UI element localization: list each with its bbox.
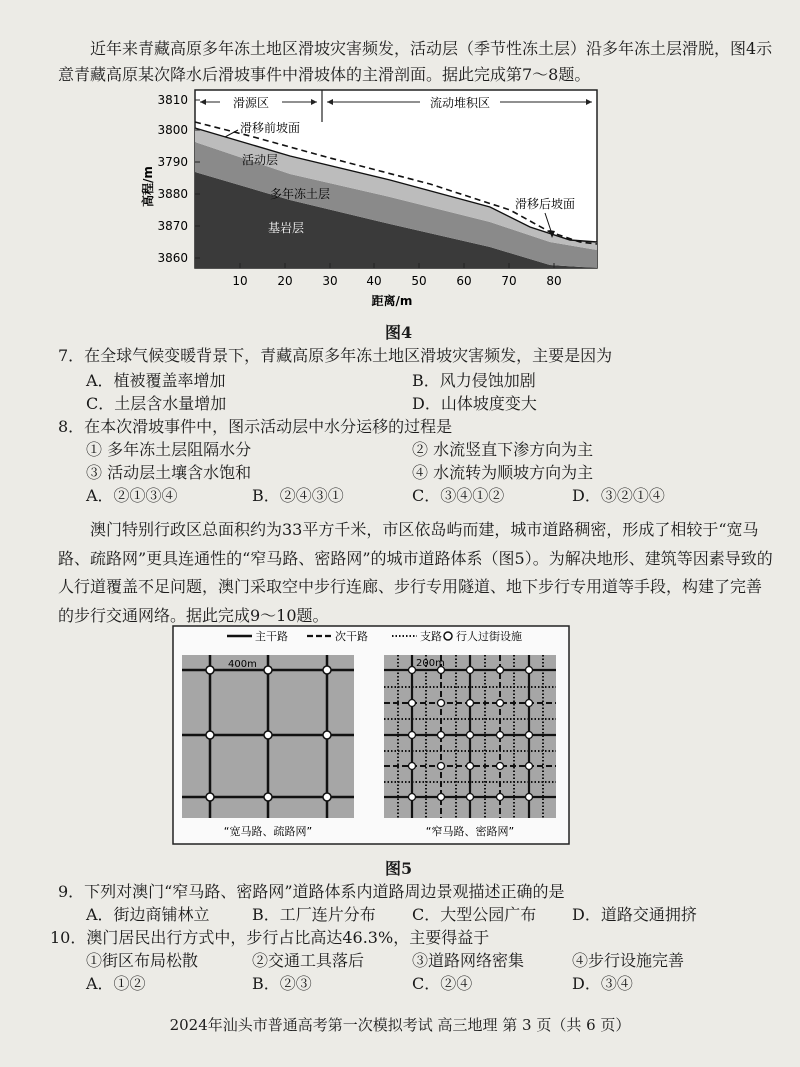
q7-option-c[interactable]: C．土层含水量增加 [86, 394, 227, 413]
fig4-label-after: 滑移后坡面 [515, 197, 576, 211]
question-7-stem: 7．在全球气候变暖背景下，青藏高原多年冻土地区滑坡灾害频发，主要是因为 [58, 346, 613, 365]
q8-statement-4: ④ 水流转为顺坡方向为主 [412, 463, 594, 482]
fig4-xtick: 70 [501, 274, 517, 288]
fig5-scale-left: 400m [228, 659, 257, 670]
fig4-ylabel: 高程/m [141, 166, 155, 207]
figure-5-caption: 图5 [385, 859, 413, 878]
fig4-xticks [232, 274, 561, 288]
legend-secondary-road: 次干路 [335, 630, 368, 643]
intro-landslide: 近年来青藏高原多年冻土地区滑坡灾害频发，活动层（季节性冻土层）沿多年冻土层滑脱，图4示意青藏高原某次降水后滑坡事件中滑坡体的主滑剖面。据此完成第7～8题。 [58, 39, 773, 84]
fig4-xlabel: 距离/m [371, 294, 413, 308]
fig4-label-permafrost: 多年冻土层 [270, 187, 331, 201]
q9-option-b[interactable]: B．工厂连片分布 [252, 905, 376, 924]
fig4-xtick: 10 [232, 274, 248, 288]
question-8-stem: 8．在本次滑坡事件中，图示活动层中水分运移的过程是 [58, 417, 453, 436]
q8-option-a[interactable]: A．②①③④ [86, 486, 178, 505]
q9-option-a[interactable]: A．街边商铺林立 [86, 905, 210, 924]
fig5-label-right: “窄马路、密路网” [425, 825, 515, 838]
q9-option-c[interactable]: C．大型公园广布 [412, 905, 537, 924]
q8-statement-1: ① 多年冻土层阻隔水分 [86, 440, 252, 459]
fig4-label-active: 活动层 [242, 153, 279, 167]
q10-statement-3: ③道路网络密集 [412, 951, 525, 970]
fig4-xtick: 40 [366, 274, 382, 288]
question-10-stem: 10．澳门居民出行方式中，步行占比高达46.3%，主要得益于 [50, 928, 490, 947]
fig4-ytick: 3800 [157, 123, 188, 137]
fig4-xtick: 20 [277, 274, 293, 288]
q10-statement-1: ①街区布局松散 [86, 951, 199, 970]
q10-option-a[interactable]: A．①② [86, 974, 146, 993]
page-footer: 2024年汕头市普通高考第一次模拟考试 高三地理 第 3 页（共 6 页） [169, 1016, 631, 1034]
fig4-yticks [157, 93, 188, 265]
q8-option-b[interactable]: B．②④③① [252, 486, 344, 505]
q8-option-d[interactable]: D．③②①④ [572, 486, 665, 505]
fig4-xtick: 50 [411, 274, 427, 288]
q10-option-d[interactable]: D．③④ [572, 974, 633, 993]
figure-5-road-networks [172, 625, 572, 847]
fig4-ytick: 3810 [157, 93, 188, 107]
fig4-xtick: 80 [546, 274, 562, 288]
legend-ped-facility: 行人过街设施 [456, 630, 522, 643]
q9-option-d[interactable]: D．道路交通拥挤 [572, 905, 697, 924]
fig4-label-before: 滑移前坡面 [240, 121, 301, 135]
fig4-label-bedrock: 基岩层 [268, 221, 305, 235]
fig4-ytick: 3880 [157, 187, 188, 201]
fig5-label-left: “宽马路、疏路网” [223, 825, 313, 838]
figure-4-caption: 图4 [385, 323, 413, 342]
fig4-xtick: 60 [456, 274, 472, 288]
q10-statement-4: ④步行设施完善 [572, 951, 685, 970]
intro-macau: 澳门特别行政区总面积约为33平方千米，市区依岛屿而建，城市道路稠密，形成了相较于“宽马路、疏路网”更具连通性的“窄马路、密路网”的城市道路体系（图5）。为解决地形、建筑等因素导致的人行道覆盖不足问题，澳门采取空中步行连廊、步行专用隧道、地下步行专用道等手段，构建了完善的步行交通网络。据此完成9～10题。 [58, 520, 773, 625]
figure-4-profile [130, 82, 620, 312]
q10-statement-2: ②交通工具落后 [252, 951, 365, 970]
q8-statement-2: ② 水流竖直下渗方向为主 [412, 440, 594, 459]
fig4-zone-accum: 流动堆积区 [429, 96, 491, 110]
fig4-ytick: 3790 [157, 155, 188, 169]
q7-option-b[interactable]: B．风力侵蚀加剧 [412, 371, 536, 390]
question-9-stem: 9．下列对澳门“窄马路、密路网”道路体系内道路周边景观描述正确的是 [58, 882, 565, 901]
legend-main-road: 主干路 [255, 630, 288, 643]
q7-option-d[interactable]: D．山体坡度变大 [412, 394, 537, 413]
q10-option-b[interactable]: B．②③ [252, 974, 312, 993]
fig4-xtick: 30 [322, 274, 338, 288]
q10-option-c[interactable]: C．②④ [412, 974, 473, 993]
fig5-scale-right: 200m [416, 658, 445, 669]
q7-option-a[interactable]: A．植被覆盖率增加 [86, 371, 226, 390]
q8-option-c[interactable]: C．③④①② [412, 486, 505, 505]
fig4-ytick: 3870 [157, 219, 188, 233]
fig4-ytick: 3860 [157, 251, 188, 265]
fig4-zone-source: 滑源区 [232, 96, 270, 110]
q8-statement-3: ③ 活动层土壤含水饱和 [86, 463, 252, 482]
legend-branch-road: 支路 [420, 630, 442, 643]
